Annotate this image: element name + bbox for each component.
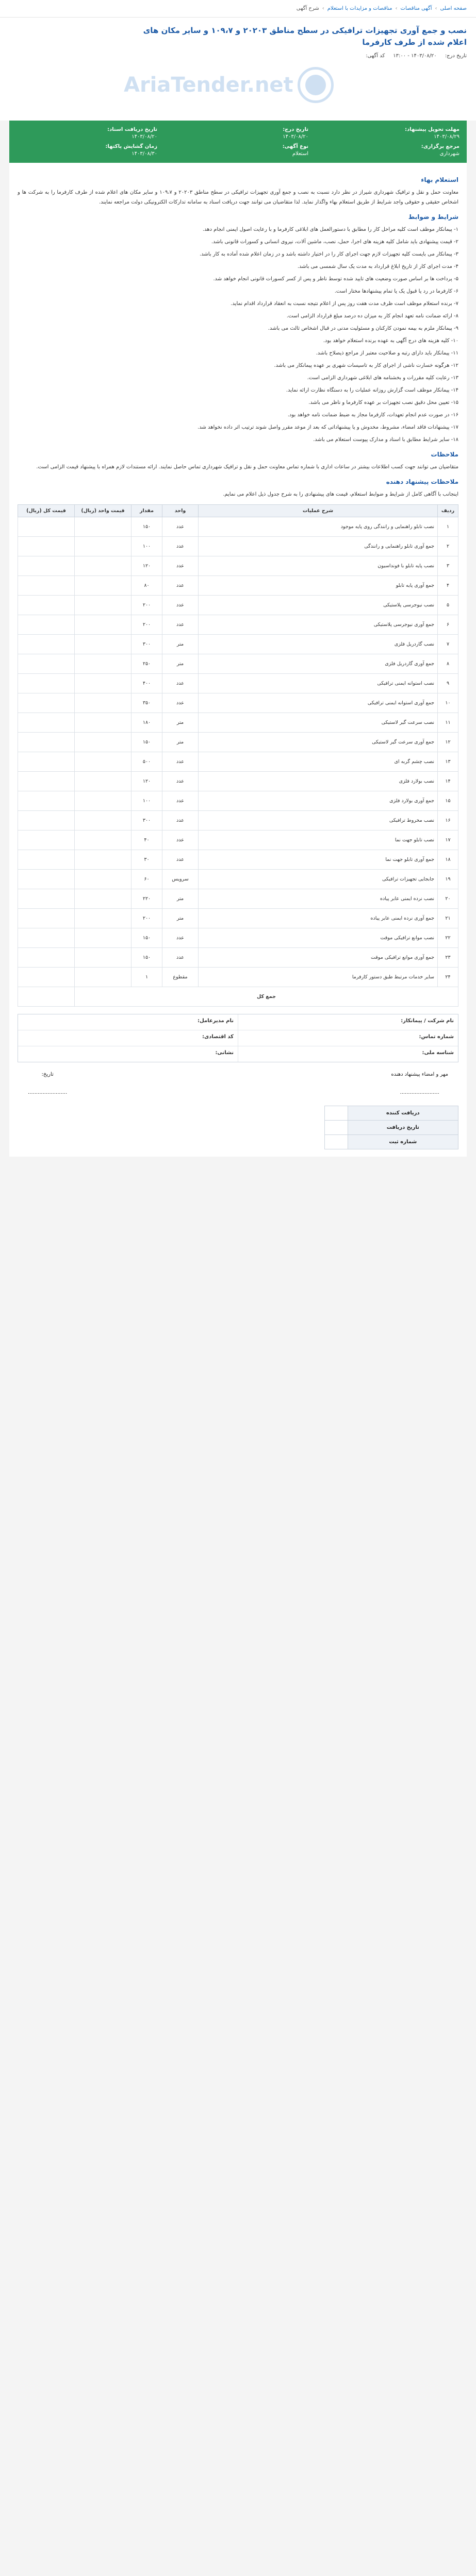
main-content (9, 163, 467, 1157)
table-cell-qty: ۲۰۰ (132, 615, 162, 635)
table-row (18, 615, 458, 635)
table-cell-num: ۱۵ (438, 791, 458, 811)
table-cell-unit: متر (162, 733, 199, 752)
table-cell-num: ۱ (438, 517, 458, 537)
table-cell-unit: عدد (162, 850, 199, 870)
receipt-row (325, 1135, 458, 1149)
table-cell-qty: ۱۸۰ (132, 713, 162, 733)
table-row (18, 752, 458, 772)
clause-item: ۱۰- کلیه هزینه های درج آگهی به عهده برنده استعلام خواهد بود. (323, 338, 458, 344)
table-row (18, 635, 458, 654)
table-cell-total[interactable] (18, 556, 75, 576)
table-cell-price[interactable] (75, 752, 132, 772)
table-cell-qty: ۱۵۰ (132, 517, 162, 537)
table-row (18, 850, 458, 870)
table-cell-total[interactable] (18, 928, 75, 948)
clause-item: ۱۷- پیشنهادات فاقد امضاء، مشروط، مخدوش و یا پیشنهاداتی که بعد از موعد مقرر واصل شوند ترتیب اثر داده نخواهد شد. (198, 425, 458, 430)
table-cell-qty: ۳۵۰ (132, 693, 162, 713)
receipt-received-label: دریافت کننده (348, 1106, 458, 1121)
table-cell-price[interactable] (75, 968, 132, 987)
table-cell-num: ۹ (438, 674, 458, 693)
table-cell-desc: نصب چشم گربه ای (199, 752, 438, 772)
table-cell-price[interactable] (75, 713, 132, 733)
table-row (18, 948, 458, 968)
receipt-number-value (325, 1135, 348, 1149)
table-row (18, 556, 458, 576)
table-cell-unit: عدد (162, 674, 199, 693)
meta-date-value: ۱۴۰۳/۰۸/۲۰ - ۱۳:۰۰ (393, 53, 437, 59)
conditions-title: شرایط و ضوابط (408, 213, 458, 221)
table-cell-num: ۲۲ (438, 928, 458, 948)
table-cell-price[interactable] (75, 928, 132, 948)
clause-item: ۳- پیمانکار می بایست کلیه تجهیزات لازم جهت اجرای کار را در اختیار داشته باشد و در زمان اعلام شده آماده به کار باشد. (200, 251, 458, 257)
breadcrumb-inquiries[interactable]: مناقصات و مزایدات با استعلام (327, 6, 392, 11)
table-row (18, 772, 458, 791)
table-row (18, 713, 458, 733)
table-cell-price[interactable] (75, 537, 132, 556)
table-header: ردیف (438, 505, 458, 517)
table-cell-num: ۶ (438, 615, 458, 635)
table-cell-total[interactable] (18, 733, 75, 752)
form-national-id[interactable]: شناسه ملی: (238, 1046, 458, 1062)
table-cell-total[interactable] (18, 831, 75, 850)
table-total-row (18, 987, 458, 1007)
table-cell-desc: نصب تابلو راهنمایی و رانندگی روی پایه موجود (199, 517, 438, 537)
table-cell-unit: عدد (162, 831, 199, 850)
watermark-icon (298, 67, 334, 103)
table-cell-price[interactable] (75, 909, 132, 928)
form-row (18, 1030, 458, 1046)
clause-item: ۱۵- تعیین محل دقیق نصب تجهیزات بر عهده کارفرما و ناظر می باشد. (308, 400, 458, 405)
meta-row (9, 53, 467, 59)
table-cell-desc: جابجایی تجهیزات ترافیکی (199, 870, 438, 889)
table-cell-num: ۷ (438, 635, 458, 654)
table-cell-unit: متر (162, 654, 199, 674)
table-cell-qty: ۶۰ (132, 870, 162, 889)
table-cell-desc: نصب سرعت گیر لاستیکی (199, 713, 438, 733)
table-header: قیمت واحد (ریال) (75, 505, 132, 517)
clause-item: ۱۶- در صورت عدم انجام تعهدات، کارفرما مجاز به ضبط ضمانت نامه خواهد بود. (287, 412, 458, 418)
table-cell-price[interactable] (75, 693, 132, 713)
table-cell-total[interactable] (18, 596, 75, 615)
table-cell-qty: ۱۵۰ (132, 948, 162, 968)
table-cell-qty: ۱ (132, 968, 162, 987)
table-cell-qty: ۳۰ (132, 850, 162, 870)
clause-item: ۵- پرداخت ها بر اساس صورت وضعیت های تایید شده توسط ناظر و پس از کسر کسورات قانونی انجام خواهد شد. (213, 276, 458, 282)
clause-item: ۷- برنده استعلام موظف است ظرف مدت هفت روز پس از اعلام نتیجه نسبت به انعقاد قرارداد اقدام نماید. (231, 301, 458, 307)
table-cell-unit: عدد (162, 752, 199, 772)
table-row (18, 831, 458, 850)
clause-item: ۱۳- رعایت کلیه مقررات و بخشنامه های ابلاغی شهرداری الزامی است. (307, 375, 458, 381)
table-cell-total[interactable] (18, 693, 75, 713)
table-cell-total[interactable] (18, 968, 75, 987)
table-cell-num: ۲۰ (438, 889, 458, 909)
table-cell-price[interactable] (75, 674, 132, 693)
table-cell-num: ۱۳ (438, 752, 458, 772)
table-cell-total[interactable] (18, 791, 75, 811)
table-cell-total[interactable] (18, 674, 75, 693)
table-cell-desc: جمع آوری سرعت گیر لاستیکی (199, 733, 438, 752)
receipt-date-value (325, 1121, 348, 1135)
table-cell-desc: نصب نرده ایمنی عابر پیاده (199, 889, 438, 909)
intro-text: معاونت حمل و نقل و ترافیک شهرداری شیراز در نظر دارد نسبت به نصب و جمع آوری تجهیزات ترافیکی در سطح مناطق ۲۰۲۰۳ و ۱۰۹،۷ و سایر مکان های اعلام شده از طرف کارفرما را به شرکت ها و اشخاص حقیقی و حقوقی واجد شرایط از طریق استعلام بهاء واگذار نماید. لذا متقاضیان می توانند جهت دریافت اسناد به سامانه تدارکات الکترونیکی دولت مراجعه نمایند. (18, 190, 459, 205)
table-cell-desc: جمع آوری تابلو جهت نما (199, 850, 438, 870)
table-row (18, 791, 458, 811)
table-cell-price[interactable] (75, 811, 132, 831)
table-cell-desc: جمع آوری بولارد فلزی (199, 791, 438, 811)
table-cell-total[interactable] (18, 811, 75, 831)
table-header: واحد (162, 505, 199, 517)
receipt-received-value (325, 1106, 348, 1121)
table-cell-desc: نصب تابلو جهت نما (199, 831, 438, 850)
table-cell-desc: جمع آوری نرده ایمنی عابر پیاده (199, 909, 438, 928)
page-title: نصب و جمع آوری تجهیزات ترافیکی در سطح مناطق ۲۰۲۰۳ و ۱۰۹،۷ و سایر مکان های اعلام شده از طرف کارفرما (143, 26, 467, 47)
table-cell-total[interactable] (18, 948, 75, 968)
info-item: نوع آگهی: استعلام (282, 144, 308, 157)
table-cell-unit: عدد (162, 537, 199, 556)
table-cell-unit: عدد (162, 556, 199, 576)
table-cell-num: ۴ (438, 576, 458, 596)
table-row (18, 693, 458, 713)
table-cell-price[interactable] (75, 948, 132, 968)
table-cell-total[interactable] (18, 909, 75, 928)
table-cell-total[interactable] (18, 713, 75, 733)
table-cell-total[interactable] (18, 576, 75, 596)
form-manager[interactable]: نام مدیرعامل: (198, 1018, 234, 1024)
table-cell-qty: ۱۰۰ (132, 791, 162, 811)
watermark-text: AriaTender.net (124, 73, 293, 97)
table-cell-price[interactable] (75, 889, 132, 909)
table-row (18, 674, 458, 693)
meta-date-label: تاریخ درج: (445, 53, 467, 59)
table-cell-unit: عدد (162, 615, 199, 635)
table-cell-total[interactable] (18, 850, 75, 870)
table-cell-qty: ۵۰۰ (132, 752, 162, 772)
table-cell-price[interactable] (75, 596, 132, 615)
breadcrumb-separator: › (395, 6, 398, 11)
table-row (18, 537, 458, 556)
table-cell-total[interactable] (18, 772, 75, 791)
table-row (18, 654, 458, 674)
info-item: مهلت تحویل پیشنهاد: ۱۴۰۳/۰۸/۲۹ (405, 127, 459, 140)
closing-text: اینجانب با آگاهی کامل از شرایط و ضوابط استعلام، قیمت های پیشنهادی را به شرح جدول ذیل اعلام می نمایم. (223, 492, 458, 497)
table-cell-desc: جمع آوری تابلو راهنمایی و رانندگی (199, 537, 438, 556)
clause-item: ۱۲- هرگونه خسارت ناشی از اجرای کار به تاسیسات شهری بر عهده پیمانکار می باشد. (274, 363, 458, 368)
table-cell-qty: ۱۲۰ (132, 556, 162, 576)
table-cell-num: ۱۴ (438, 772, 458, 791)
table-row (18, 968, 458, 987)
bidder-form (18, 1014, 458, 1062)
table-cell-num: ۱۷ (438, 831, 458, 850)
table-cell-price[interactable] (75, 576, 132, 596)
table-cell-desc: نصب نیوجرسی پلاستیکی (199, 596, 438, 615)
breadcrumb-tenders[interactable]: آگهی مناقصات (400, 6, 432, 11)
receipt-row (325, 1121, 458, 1135)
watermark-logo (124, 67, 334, 103)
items-table (18, 504, 458, 1007)
table-cell-unit: متر (162, 909, 199, 928)
table-cell-unit: متر (162, 889, 199, 909)
table-row (18, 517, 458, 537)
closing-title: ملاحظات پیشنهاد دهنده (386, 478, 458, 485)
table-cell-num: ۱۶ (438, 811, 458, 831)
table-cell-desc: سایر خدمات مرتبط طبق دستور کارفرما (199, 968, 438, 987)
clause-item: ۱۱- پیمانکار باید دارای رتبه و صلاحیت معتبر از مراجع ذیصلاح باشد. (316, 350, 458, 356)
form-phone[interactable]: شماره تماس: (238, 1030, 458, 1046)
receipt-number-label: شماره ثبت (348, 1135, 458, 1149)
signature-area (18, 1072, 458, 1095)
table-cell-desc: جمع آوری پایه تابلو (199, 576, 438, 596)
table-cell-desc: نصب گاردریل فلزی (199, 635, 438, 654)
table-cell-unit: عدد (162, 517, 199, 537)
clause-item: ۴- مدت اجرای کار از تاریخ ابلاغ قرارداد به مدت یک سال شمسی می باشد. (297, 264, 458, 269)
table-row (18, 576, 458, 596)
receipt-table (324, 1106, 458, 1149)
receipt-date-label: تاریخ دریافت (348, 1121, 458, 1135)
table-cell-total[interactable] (18, 615, 75, 635)
clause-item: ۱- پیمانکار موظف است کلیه مراحل کار را مطابق با دستورالعمل های ابلاغی کارفرما و با رعایت اصول ایمنی انجام دهد. (202, 227, 458, 232)
table-cell-price[interactable] (75, 654, 132, 674)
notes-title: ملاحظات (431, 451, 458, 458)
table-cell-qty: ۱۰۰ (132, 537, 162, 556)
table-cell-unit: عدد (162, 576, 199, 596)
info-item: زمان گشایش پاکتها: ۱۴۰۳/۰۸/۳۰ (105, 144, 157, 157)
table-cell-desc: نصب موانع ترافیکی موقت (199, 928, 438, 948)
table-cell-total[interactable] (18, 635, 75, 654)
table-cell-qty: ۱۵۰ (132, 928, 162, 948)
bidder-signature: مهر و امضاء پیشنهاد دهنده ........................ (391, 1072, 448, 1095)
table-cell-num: ۳ (438, 556, 458, 576)
table-cell-desc: جمع آوری استوانه ایمنی ترافیکی (199, 693, 438, 713)
table-cell-price[interactable] (75, 556, 132, 576)
breadcrumb-separator: › (322, 6, 324, 11)
table-cell-num: ۵ (438, 596, 458, 615)
table-cell-total[interactable] (18, 870, 75, 889)
table-cell-num: ۲۴ (438, 968, 458, 987)
table-cell-qty: ۲۰۰ (132, 596, 162, 615)
table-cell-qty: ۴۰۰ (132, 674, 162, 693)
table-cell-unit: متر (162, 713, 199, 733)
table-cell-price[interactable] (75, 791, 132, 811)
info-item: مرجع برگزاری: شهرداری (421, 144, 459, 157)
table-cell-price[interactable] (75, 772, 132, 791)
table-header: مقدار (132, 505, 162, 517)
info-item: تاریخ دریافت اسناد: ۱۴۰۳/۰۸/۲۰ (107, 127, 157, 140)
table-cell-qty: ۲۲۰ (132, 889, 162, 909)
table-cell-num: ۲۱ (438, 909, 458, 928)
table-cell-qty: ۴۰ (132, 831, 162, 850)
table-cell-num: ۸ (438, 654, 458, 674)
table-row (18, 811, 458, 831)
breadcrumb-current: شرح آگهی (296, 6, 319, 11)
table-cell-total[interactable] (18, 517, 75, 537)
table-cell-price[interactable] (75, 850, 132, 870)
table-header-row (18, 505, 458, 517)
table-cell-unit: عدد (162, 811, 199, 831)
table-cell-total[interactable] (18, 889, 75, 909)
table-cell-num: ۲۳ (438, 948, 458, 968)
table-row (18, 889, 458, 909)
form-row (18, 1046, 458, 1062)
table-cell-total[interactable] (18, 537, 75, 556)
table-cell-price[interactable] (75, 870, 132, 889)
table-cell-qty: ۲۵۰ (132, 654, 162, 674)
table-cell-price[interactable] (75, 517, 132, 537)
table-cell-desc: نصب پایه تابلو با فونداسیون (199, 556, 438, 576)
table-cell-desc: جمع آوری گاردریل فلزی (199, 654, 438, 674)
table-cell-desc: نصب استوانه ایمنی ترافیکی (199, 674, 438, 693)
table-header: قیمت کل (ریال) (18, 505, 75, 517)
table-cell-unit: عدد (162, 791, 199, 811)
clause-item: ۸- ارائه ضمانت نامه تعهد انجام کار به میزان ده درصد مبلغ قرارداد الزامی است. (286, 313, 458, 319)
table-cell-qty: ۳۰۰ (132, 635, 162, 654)
table-cell-unit: متر (162, 635, 199, 654)
table-cell-num: ۱۰ (438, 693, 458, 713)
table-cell-unit: عدد (162, 928, 199, 948)
table-cell-qty: ۱۵۰ (132, 733, 162, 752)
table-cell-desc: جمع آوری نیوجرسی پلاستیکی (199, 615, 438, 635)
table-row (18, 733, 458, 752)
clause-item: ۹- پیمانکار ملزم به بیمه نمودن کارکنان و مسئولیت مدنی در قبال اشخاص ثالث می باشد. (268, 326, 458, 331)
clause-item: ۱۸- سایر شرایط مطابق با اسناد و مدارک پیوست استعلام می باشد. (313, 437, 458, 443)
table-cell-unit: عدد (162, 948, 199, 968)
table-total-value[interactable] (18, 987, 75, 1007)
table-cell-price[interactable] (75, 831, 132, 850)
table-cell-qty: ۱۲۰ (132, 772, 162, 791)
breadcrumb-separator: › (435, 6, 437, 11)
table-row (18, 909, 458, 928)
table-total-label: جمع کل (75, 987, 458, 1007)
breadcrumb (0, 0, 476, 18)
clauses-list (18, 225, 458, 445)
table-cell-total[interactable] (18, 654, 75, 674)
table-cell-total[interactable] (18, 752, 75, 772)
info-box (9, 121, 467, 163)
table-cell-price[interactable] (75, 733, 132, 752)
table-cell-desc: جمع آوری موانع ترافیکی موقت (199, 948, 438, 968)
notes-text: متقاضیان می توانند جهت کسب اطلاعات بیشتر در ساعات اداری با شماره تماس معاونت حمل و نقل و ترافیک شهرداری تماس حاصل نمایند. ارائه مستندات لازم همراه با پیشنهاد قیمت الزامی است. (36, 464, 458, 470)
table-cell-num: ۱۹ (438, 870, 458, 889)
meta-code-label: کد آگهی: (366, 53, 385, 59)
clause-item: ۶- کارفرما در رد یا قبول یک یا تمام پیشنهادها مختار است. (334, 289, 458, 294)
breadcrumb-home[interactable]: صفحه اصلی (440, 6, 467, 11)
receipt-row (325, 1106, 458, 1121)
table-row (18, 870, 458, 889)
table-cell-qty: ۸۰ (132, 576, 162, 596)
table-cell-desc: نصب بولارد فلزی (199, 772, 438, 791)
table-cell-unit: سرویس (162, 870, 199, 889)
form-address[interactable]: نشانی: (215, 1050, 234, 1056)
form-company[interactable]: نام شرکت / پیمانکار: (238, 1014, 458, 1030)
table-header: شرح عملیات (199, 505, 438, 517)
table-row (18, 596, 458, 615)
table-cell-price[interactable] (75, 615, 132, 635)
table-cell-unit: عدد (162, 693, 199, 713)
clause-item: ۲- قیمت پیشنهادی باید شامل کلیه هزینه های اجرا، حمل، نصب، ماشین آلات، نیروی انسانی و کسورات قانونی باشد. (211, 239, 458, 245)
signature-date: تاریخ: ........................ (28, 1072, 68, 1095)
table-cell-desc: نصب مخروط ترافیکی (199, 811, 438, 831)
table-cell-unit: مقطوع (162, 968, 199, 987)
info-item: تاریخ درج: ۱۴۰۳/۰۸/۲۰ (283, 127, 308, 140)
table-cell-price[interactable] (75, 635, 132, 654)
table-cell-unit: عدد (162, 772, 199, 791)
table-cell-qty: ۳۰۰ (132, 811, 162, 831)
intro-title: استعلام بهاء (421, 176, 458, 183)
table-body (18, 517, 458, 1007)
form-economic-code[interactable]: کد اقتصادی: (202, 1034, 234, 1040)
table-cell-num: ۱۱ (438, 713, 458, 733)
header (0, 18, 476, 121)
table-cell-num: ۱۲ (438, 733, 458, 752)
clause-item: ۱۴- پیمانکار موظف است گزارش روزانه عملیات را به دستگاه نظارت ارائه نماید. (286, 387, 458, 393)
table-cell-num: ۲ (438, 537, 458, 556)
form-row (18, 1014, 458, 1030)
table-cell-unit: عدد (162, 596, 199, 615)
table-cell-qty: ۲۰۰ (132, 909, 162, 928)
table-row (18, 928, 458, 948)
table-cell-num: ۱۸ (438, 850, 458, 870)
